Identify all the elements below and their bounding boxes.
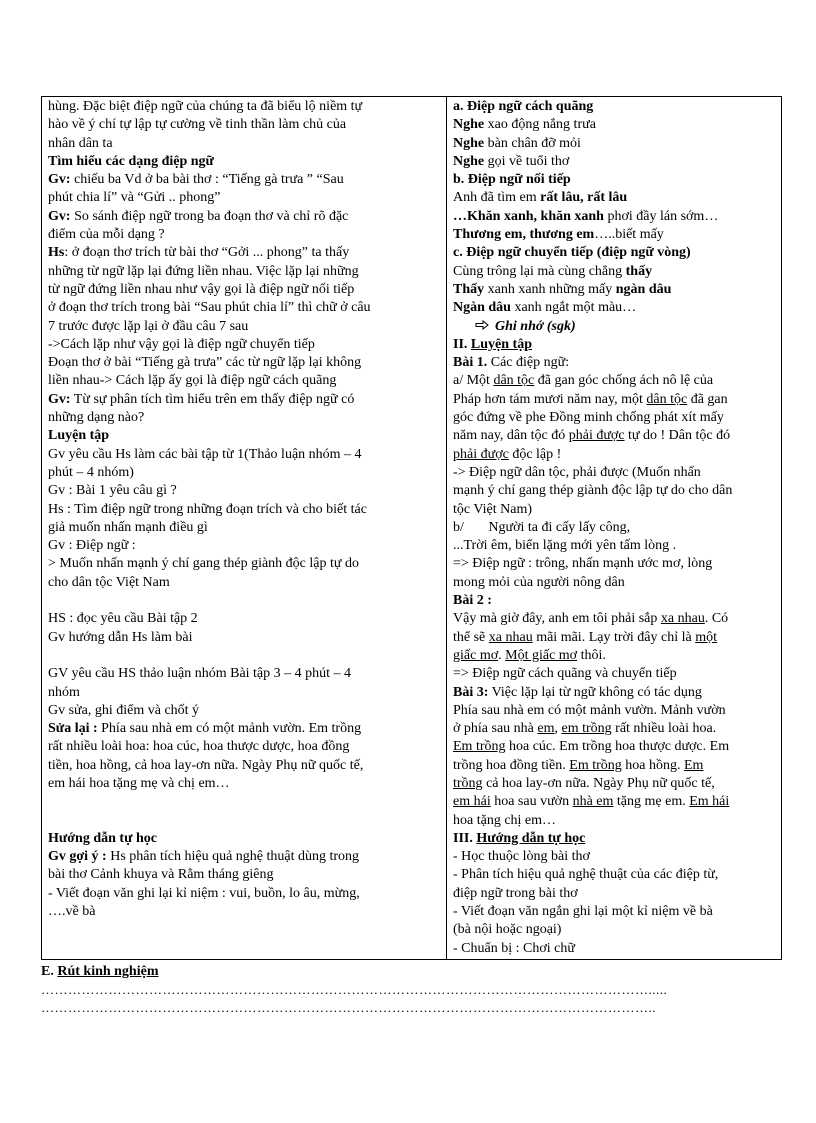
section-3-heading: III. Hướng dẫn tự học: [453, 830, 586, 846]
poem-line: Cùng trông lại mà cùng chẳng thấy: [453, 263, 653, 279]
practice-line: Gv sửa, ghi điểm và chốt ý: [48, 702, 200, 718]
hs-line: ở đoạn thơ trích trong bài “Sau phút chia lí” thì chữ ở câu: [48, 300, 371, 316]
intro-line: nhân dân ta: [48, 135, 113, 151]
spacer: [48, 592, 441, 610]
practice-line: GV yêu cầu HS thảo luận nhóm Bài tập 3 – 4 phút – 4: [48, 666, 352, 682]
practice-line: phút – 4 nhóm): [48, 464, 134, 480]
hs-line: ->Cách lặp như vậy gọi là điệp ngữ chuyển tiếp: [48, 336, 315, 352]
poem-line: Anh đã tìm em rất lâu, rất lâu: [453, 190, 628, 206]
practice-line: Gv : Bài 1 yêu câu gì ?: [48, 483, 177, 499]
hint-line: ….về bà: [48, 904, 96, 920]
practice-line: Hs : Tìm điệp ngữ trong những đoạn trích và cho biết tác: [48, 501, 367, 517]
hint-line: Gv gợi ý : Hs phân tích hiệu quả nghệ thuật dùng trong: [48, 849, 360, 865]
practice-line: Gv yêu cầu Hs làm các bài tập từ 1(Thảo luận nhóm – 4: [48, 446, 362, 462]
exercise-line: mong mỏi của người nông dân: [453, 574, 625, 590]
gv-line: phút chia lí” và “Gửi .. phong”: [48, 190, 221, 206]
poem-line: Nghe xao động nắng trưa: [453, 117, 596, 133]
self-study-line: - Phân tích hiệu quả nghệ thuật của các điệp từ,: [453, 867, 719, 883]
fix-line: Sửa lại : Phía sau nhà em có một mảnh vườn. Em trồng: [48, 721, 362, 737]
exercise-line: Pháp hơn tám mươi năm nay, một dân tộc đã gan: [453, 391, 728, 407]
fix-line: em hái hoa tặng mẹ và chị em…: [48, 775, 230, 791]
hint-line: - Viết đoạn văn ghi lại kỉ niệm : vui, buồn, lo âu, mừng,: [48, 885, 360, 901]
gv-line: điểm của mỗi dạng ?: [48, 227, 165, 243]
practice-line: HS : đọc yêu cầu Bài tập 2: [48, 611, 198, 627]
hs-line: liền nhau-> Cách lặp ấy gọi là điệp ngữ cách quãng: [48, 373, 337, 389]
heading-practice: Luyện tập: [48, 428, 110, 444]
exercise-line: trồng hoa đồng tiền. Em trồng hoa hồng. Em: [453, 757, 704, 773]
heading-types: Tìm hiểu các dạng điệp ngữ: [48, 153, 214, 169]
footer-section: [41, 962, 782, 1017]
hint-line: bài thơ Cảnh khuya và Rằm tháng giêng: [48, 867, 274, 883]
poem-line: Nghe gọi về tuổi thơ: [453, 153, 570, 169]
teacher-activities-column: [42, 97, 447, 960]
heading-b: b. Điệp ngữ nối tiếp: [453, 172, 571, 188]
gv-line: Gv: chiếu ba Vd ở ba bài thơ : “Tiếng gà trưa ” “Sau: [48, 172, 344, 188]
hs-line: từ ngữ đứng liền nhau như vậy gọi là điệp ngữ nối tiếp: [48, 281, 355, 297]
dotted-line: ……………………………………………………………………………………………………………………….....: [41, 981, 668, 997]
exercise-2: Bài 2 :: [453, 593, 492, 609]
exercise-line: Vậy mà giờ đây, anh em tôi phải sắp xa nhau. Có: [453, 611, 729, 627]
poem-line: Thương em, thương em…..biết mấy: [453, 227, 664, 243]
poem-line: Ngàn dâu xanh ngắt một màu…: [453, 300, 637, 316]
intro-line: hùng. Đặc biệt điệp ngữ của chúng ta đã biểu lộ niềm tự: [48, 99, 363, 114]
fix-line: rất nhiều loài hoa: hoa cúc, hoa thược dược, hoa đồng: [48, 739, 350, 755]
self-study-line: - Viết đoạn văn ngắn ghi lại một kỉ niệm về bà: [453, 904, 713, 920]
arrow-right-icon: [475, 318, 489, 336]
exercise-line: góc đứng về phe Đồng minh chống phát xít mấy: [453, 410, 724, 426]
spacer: [48, 812, 441, 830]
gv-line: những dạng nào?: [48, 410, 145, 426]
exercise-line: ...Trời êm, biển lặng mới yên tấm lòng .: [453, 538, 677, 554]
heading-c: c. Điệp ngữ chuyển tiếp (điệp ngữ vòng): [453, 245, 691, 261]
spacer: [48, 647, 441, 665]
practice-line: giả muốn nhấn mạnh điều gì: [48, 519, 208, 535]
lesson-table: [41, 96, 782, 960]
practice-line: cho dân tộc Việt Nam: [48, 574, 170, 590]
practice-line: Gv hướng dẫn Hs làm bài: [48, 629, 193, 645]
poem-line: Nghe bàn chân đỡ mỏi: [453, 135, 581, 151]
self-study-line: - Chuẩn bị : Chơi chữ: [453, 940, 575, 956]
hs-line: 7 trước được lặp lại ở đầu câu 7 sau: [48, 318, 249, 334]
exercise-line: ở phía sau nhà em, em trồng rất nhiều loài hoa.: [453, 721, 717, 737]
exercise-line: hoa tặng chị em…: [453, 812, 557, 828]
exercise-line: a/ Một dân tộc đã gan góc chống ách nô lệ của: [453, 373, 714, 389]
practice-line: nhóm: [48, 684, 80, 700]
content-column: [447, 97, 782, 960]
exercise-line: b/ Người ta đi cấy lấy công,: [453, 519, 631, 535]
section-2-heading: II. Luyện tập: [453, 336, 532, 352]
hs-line: Hs: ở đoạn thơ trích từ bài thơ “Gởi ... phong” ta thấy: [48, 245, 350, 261]
exercise-line: giấc mơ. Một giấc mơ thôi.: [453, 647, 606, 663]
spacer: [48, 793, 441, 811]
exercise-line: trồng cả hoa lay-ơn nữa. Ngày Phụ nữ quốc tế,: [453, 775, 715, 791]
exercise-line: mạnh ý chí gang thép giành độc lập tự do cho dân: [453, 483, 733, 499]
exercise-line: thể sẽ xa nhau mãi mãi. Lạy trời đây chỉ là một: [453, 629, 718, 645]
exercise-line: phải được độc lập !: [453, 446, 562, 462]
exercise-1: Bài 1. Các điệp ngữ:: [453, 355, 570, 371]
intro-line: hào về ý chí tự lập tự cường về tinh thần làm chủ của: [48, 117, 347, 133]
exercise-line: Phía sau nhà em có một mảnh vườn. Mảnh vườn: [453, 702, 726, 718]
gv-line: Gv: Từ sự phân tích tìm hiểu trên em thấy điệp ngữ có: [48, 391, 355, 407]
dotted-line: ………………………………………………………………………………………………………………………..: [41, 999, 656, 1015]
heading-self-study: Hướng dẫn tự học: [48, 830, 157, 846]
fix-line: tiền, hoa hồng, cả hoa lay-ơn nữa. Ngày Phụ nữ quốc tế,: [48, 757, 364, 773]
self-study-line: điệp ngữ trong bài thơ: [453, 885, 578, 901]
exercise-line: năm nay, dân tộc đó phải được tự do ! Dân tộc đó: [453, 428, 731, 444]
poem-line: …Khăn xanh, khăn xanh phơi đầy lán sớm…: [453, 208, 719, 224]
exercise-line: em hái hoa sau vườn nhà em tặng mẹ em. Em hái: [453, 794, 730, 810]
exercise-line: => Điệp ngữ cách quãng và chuyển tiếp: [453, 666, 677, 682]
practice-line: > Muốn nhấn mạnh ý chí gang thép giành độc lập tự do: [48, 556, 359, 572]
hs-line: Đoạn thơ ở bài “Tiếng gà trưa” các từ ngữ lặp lại không: [48, 355, 362, 371]
gv-line: Gv: So sánh điệp ngữ trong ba đoạn thơ và chỉ rõ đặc: [48, 208, 349, 224]
heading-a: a. Điệp ngữ cách quãng: [453, 99, 594, 114]
lesson-page: [41, 96, 782, 1017]
exercise-line: => Điệp ngữ : trông, nhấn mạnh ước mơ, lòng: [453, 556, 713, 572]
memo-line: Ghi nhớ (sgk): [453, 318, 776, 336]
poem-line: Thấy xanh xanh những mấy ngàn dâu: [453, 281, 672, 297]
exercise-3: Bài 3: Việc lặp lại từ ngữ không có tác dụng: [453, 684, 702, 700]
practice-line: Gv : Điệp ngữ :: [48, 538, 136, 554]
exercise-line: Em trồng hoa cúc. Em trồng hoa thược dược. Em: [453, 739, 730, 755]
self-study-line: - Học thuộc lòng bài thơ: [453, 849, 590, 865]
self-study-line: (bà nội hoặc ngoại): [453, 922, 562, 938]
exercise-line: tộc Việt Nam): [453, 501, 532, 517]
exercise-line: -> Điệp ngữ dân tộc, phải được (Muốn nhấn: [453, 464, 701, 480]
experience-heading: E. Rút kinh nghiệm: [41, 963, 159, 979]
hs-line: những từ ngữ lặp lại đứng liền nhau. Việc lặp lại những: [48, 263, 359, 279]
